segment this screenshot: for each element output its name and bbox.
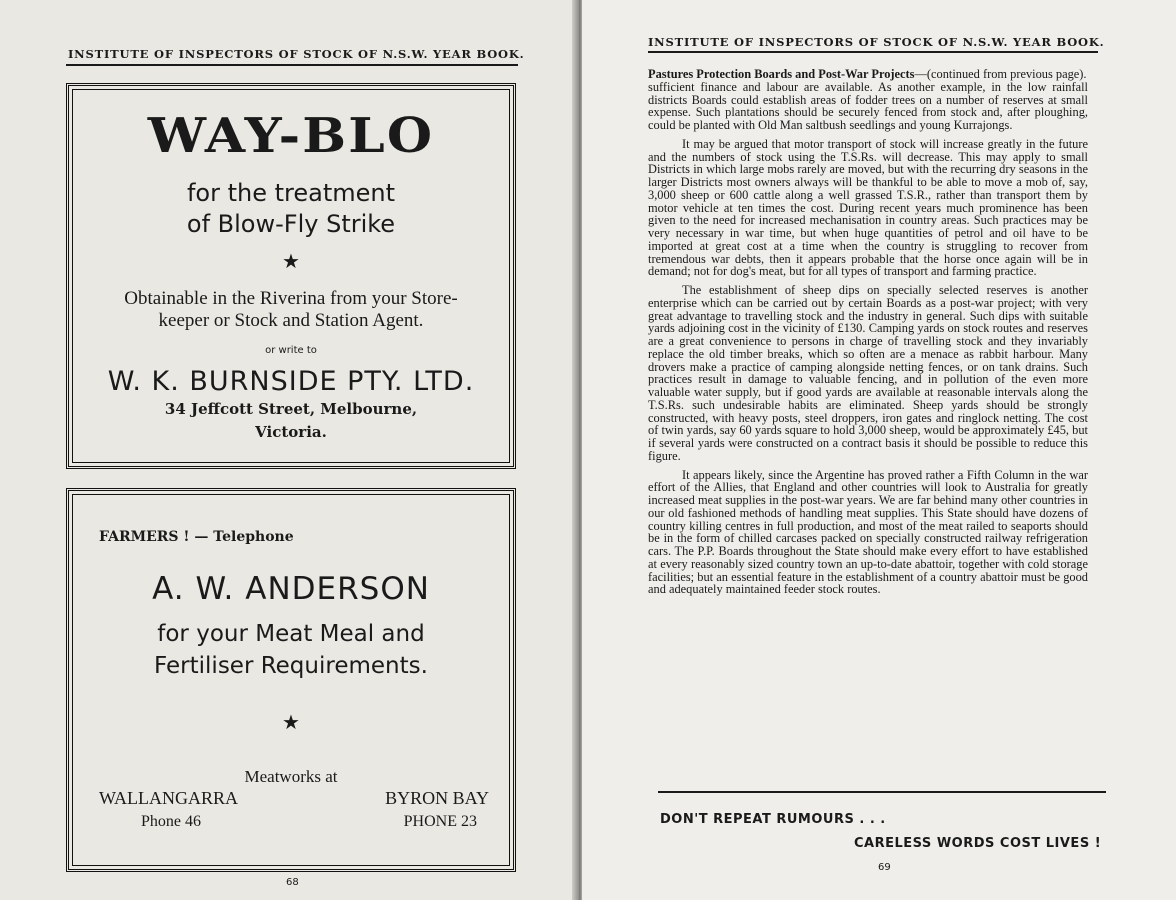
anderson-location1-name: WALLANGARRA (99, 788, 238, 808)
anderson-farmers-telephone: FARMERS ! — Telephone (99, 529, 294, 545)
anderson-line2: Fertiliser Requirements. (154, 653, 428, 679)
wayblo-obtainable-line2: keeper or Stock and Station Agent. (158, 310, 424, 331)
anderson-line1: for your Meat Meal and (157, 621, 425, 647)
star-icon: ★ (282, 249, 300, 273)
anderson-location1-phone: Phone 46 (141, 813, 201, 830)
star-icon: ★ (282, 710, 300, 734)
wayblo-or-write: or write to (265, 345, 317, 356)
anderson-meatworks: Meatworks at (244, 767, 338, 786)
wayblo-line1: for the treatment (186, 179, 396, 207)
page-number-right: 69 (878, 862, 891, 873)
article-text (648, 68, 1088, 596)
page-number-left: 68 (286, 877, 299, 888)
anderson-name: A. W. ANDERSON (152, 571, 430, 607)
wayblo-title: WAY-BLO (147, 108, 435, 164)
wayblo-line2: of Blow-Fly Strike (186, 210, 396, 238)
article-heading (648, 68, 1088, 81)
ad-inner-border (72, 494, 510, 866)
wayblo-obtainable-line1: Obtainable in the Riverina from your Store- (124, 288, 458, 309)
article-paragraph: sufficient finance and labour are available. As another example, in the low rainfall districts Boards could establish areas of fodder trees on a number of reserves at small expense. Such plantations should be securely fenced from stock and, after ploughing, could be planted with Old Man saltbush seedlings and young Kurrajongs. (648, 79, 1088, 132)
article-heading-title: Pastures Protection Boards and Post-War Projects (648, 67, 915, 81)
article-paragraph: It appears likely, since the Argentine has proved rather a Fifth Column in the war effort of the Allies, that England and other countries will look to Australia for greatly increased meat supplies in the post-war years. We are far behind many other countries in our old fashioned methods of handling meat supplies. This State should have dozens of country killing centres in full production, and most of the meat railed to seaports should be in the form of chilled carcases packed on specially constructed railway refrigeration cars. The P.P. Boards throughout the State should make every effort to have established at every reasonably sized country town an up-to-date abattoir, together with cold storage facilities; but an essential feature in the establishment of a country abattoir must be good and adequately maintained feeder stock routes. (648, 467, 1088, 597)
left-page (0, 0, 578, 900)
article-heading-continued: —(continued from previous page). (914, 67, 1087, 81)
article-paragraph: The establishment of sheep dips on specially selected reserves is another enterprise which can be carried out by certain Boards as a post-war project; with very great advantage to travelling stock and the industry in general. Such dips with suitable yards adjoining cost in the vicinity of £130. Camping yards on stock routes and reserves are a great convenience to persons in charge of travelling stock and they invariably replace the old timber breaks, which so often are a menace as rabbit harbour. Many drovers make a practice of camping alongside netting fences, or on tank drains. Such practices result in damage to valuable fencing, and in pollution of the even more valuable water supply, but if good yards are available at reasonable intervals along the T.S.Rs. such undesirable habits are eliminated. Sheep yards should be strongly constructed, with heavy posts, steel droppers, iron gates and ringlock netting. The cost of twin yards, say 60 yards square to hold 3,000 sheep, would be approximately £45, but if several yards were constructed on a contract basis it should be possible to reduce this figure. (648, 283, 1088, 463)
wayblo-company: W. K. BURNSIDE PTY. LTD. (107, 366, 475, 397)
head-rule-right (648, 51, 1098, 53)
anderson-advertisement (66, 488, 516, 872)
wayblo-advertisement (66, 83, 516, 469)
head-rule-left (66, 64, 518, 66)
right-page (582, 0, 1176, 900)
banner-rule (658, 791, 1106, 793)
anderson-location2-phone: PHONE 23 (403, 813, 477, 830)
wayblo-address2: Victoria. (255, 423, 327, 441)
running-head-left: INSTITUTE OF INSPECTORS OF STOCK OF N.S.W. YEAR BOOK. (68, 47, 525, 61)
banner-dont-repeat-rumours: DON'T REPEAT RUMOURS . . . (660, 812, 886, 827)
banner-careless-words: CARELESS WORDS COST LIVES ! (854, 836, 1102, 851)
wayblo-address1: 34 Jeffcott Street, Melbourne, (164, 400, 418, 418)
anderson-location2-name: BYRON BAY (385, 788, 489, 808)
running-head-right: INSTITUTE OF INSPECTORS OF STOCK OF N.S.W. YEAR BOOK. (648, 35, 1105, 49)
article-paragraph: It may be argued that motor transport of stock will increase greatly in the future and the numbers of stock using the T.S.Rs. will decrease. This may apply to small Districts in which large mobs rarely are moved, but with the recurring dry seasons in the larger Districts most owners always will be thankful to be able to move a mob of, say, 3,000 sheep or 600 cattle along a well grassed T.S.R., rather than transport them by motor vehicle at ten times the cost. During recent years much prominence has been given to the need for increased mechanisation in country areas. Such practices may be very necessary in war time, but when huge quantities of petrol and oil have to be imported at great cost at a time when the country is struggling to recover from tremendous war debts, then it appears probable that the horse once again will be in demand; not for dog's meat, but for all types of transport and farming practice. (648, 136, 1088, 279)
